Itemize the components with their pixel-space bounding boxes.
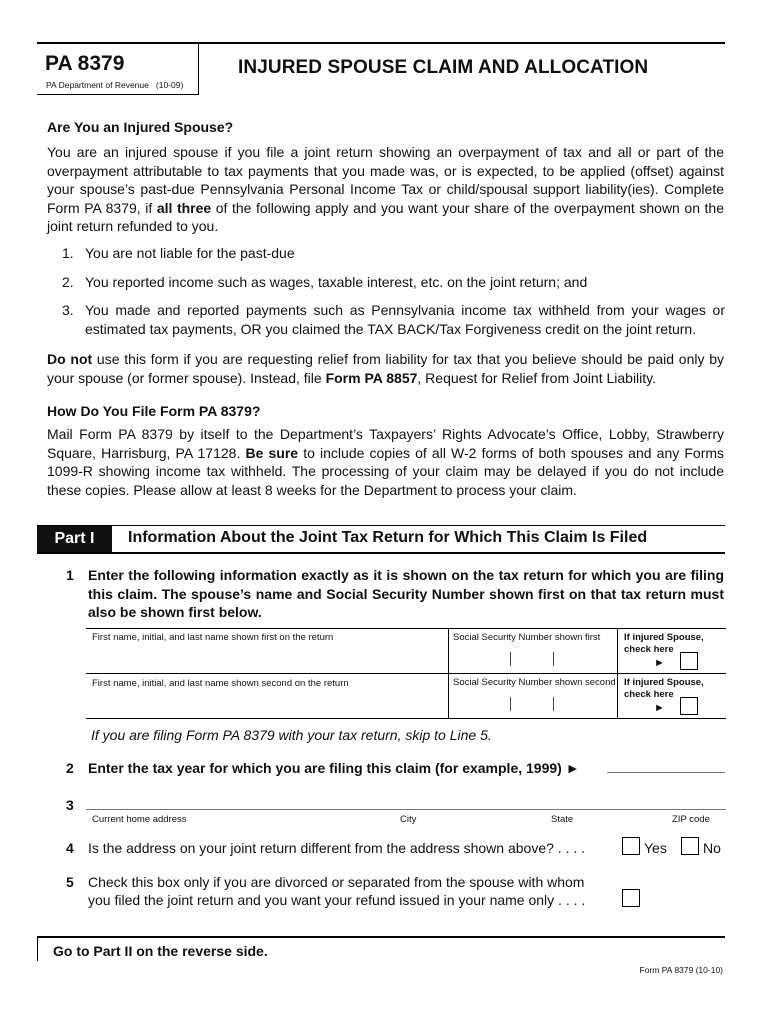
line3-number: 3 [66,797,74,813]
howto-paragraph [47,425,724,499]
yes-label: Yes [644,840,667,856]
line4-question: Is the address on your joint return different from the address shown above? . . . . [88,840,586,856]
ssn-second-sep-2 [553,697,554,711]
address-different-yes-checkbox[interactable] [622,837,640,855]
part1-label: Part I [37,526,112,552]
form-id-footer: Form PA 8379 (10-10) [639,965,723,975]
header-top-rule [37,42,725,44]
do-not-text-b: , Request for Relief from Joint Liability. [417,369,657,386]
form-number: PA 8379 [45,52,125,75]
divorced-separated-checkbox[interactable] [622,889,640,907]
howto-heading: How Do You File Form PA 8379? [47,403,261,419]
injured-first-label-1: If injured Spouse, [624,632,704,643]
line4-number: 4 [66,840,74,856]
injured-second-label-1: If injured Spouse, [624,677,704,688]
tax-year-field[interactable] [607,754,725,772]
criteria-num-2: 2. [62,274,74,290]
line5-number: 5 [66,874,74,890]
part1-title: Information About the Joint Tax Return for Which This Claim Is Filed [128,529,648,546]
intro-text-a: You are an injured spouse if you file a joint return showing an overpayment of tax and all or part of the overpayment attributable to tax payments that you made was, or is expected, to be applied (offset) against your spouse’s past-due Pennsylvania Personal Income Tax or child/spousal support liability(ies). Complete Form PA 8379, if [47,144,724,216]
criteria-text-2: You reported income such as wages, taxable interest, etc. on the joint return; and [85,274,588,290]
ssn-second-sep-1 [510,697,511,711]
address-label: Current home address [92,814,187,825]
footer-rule [37,936,725,938]
line1-col-divider-2 [617,628,618,718]
injured-second-arrow-icon: ► [654,702,665,714]
criteria-text-1: You are not liable for the past-due [85,245,295,261]
part1-bottom-rule [37,552,725,554]
criteria-text-3: You made and reported payments such as Pennsylvania income tax withheld from your wages or estimated tax payments, OR you claimed the TAX BACK/Tax Forgiveness credit on the joint return. [85,302,725,337]
ssn-first-sep-2 [553,652,554,666]
zip-label: ZIP code [672,814,710,825]
ssn-second-field[interactable] [452,692,614,716]
howto-text-b: to include copies of all W-2 forms of both spouses and any Forms 1099-R showing income tax withheld. The processing of your claim may be delayed if you do not include these copies. Please allow at least 8 weeks for the Department to process your claim. [47,444,725,498]
line1-instruction: Enter the following information exactly as it is shown on the tax return for which you are filing this claim. The spouse’s name and Social Security Number shown first on that tax return must also be shown first below. [88,567,724,620]
header-left-bottom-rule [37,94,199,95]
intro-text-bold: all three [156,199,212,216]
injured-second-label-2: check here [624,689,674,700]
ssn-first-field[interactable] [452,646,614,670]
line2-number: 2 [66,760,74,776]
name-first-label: First name, initial, and last name shown first on the return [92,632,334,643]
injured-spouse-second-checkbox[interactable] [680,697,698,715]
criteria-num-1: 1. [62,245,74,261]
howto-text-a: Mail Form PA 8379 by itself to the Department’s Taxpayers’ Rights Advocate’s Office, Lobby, Strawberry Square, Harrisburg, PA 17128. [47,426,724,461]
line5-text-1: Check this box only if you are divorced or separated from the spouse with whom [88,874,585,890]
skip-note: If you are filing Form PA 8379 with your tax return, skip to Line 5. [91,727,492,743]
address-underline [86,809,726,810]
no-label: No [703,840,721,856]
intro-paragraph [47,143,724,236]
line5-text-2: you filed the joint return and you want your refund issued in your name only . . . . [88,892,586,908]
criteria-num-3: 3. [62,302,74,318]
header-divider [198,42,199,94]
injured-spouse-first-checkbox[interactable] [680,652,698,670]
name-first-field[interactable] [90,646,444,670]
intro-heading: Are You an Injured Spouse? [47,119,234,135]
form-title: INJURED SPOUSE CLAIM AND ALLOCATION [238,57,649,78]
part1-top-rule [37,525,725,526]
line1-table-top [86,628,726,629]
city-label: City [400,814,417,825]
footer-left-edge [37,936,38,961]
ssn-first-label: Social Security Number shown first [453,632,601,643]
injured-first-arrow-icon: ► [654,657,665,669]
department-label: PA Department of Revenue (10-09) [46,80,184,90]
line1-col-divider-1 [448,628,449,718]
injured-first-label-2: check here [624,644,674,655]
address-different-no-checkbox[interactable] [681,837,699,855]
do-not-paragraph [47,350,724,387]
do-not-bold: Do not [47,351,93,367]
line2-instruction: Enter the tax year for which you are filing this claim (for example, 1999) ► [88,760,580,776]
line1-number: 1 [66,567,74,583]
do-not-text-a: use this form if you are requesting relief from liability for tax that you believe should be paid only by your spouse (or former spouse). Instead, file [47,351,724,386]
name-second-label: First name, initial, and last name shown second on the return [92,678,349,689]
ssn-second-label: Social Security Number shown second [453,677,616,688]
do-not-form-ref: Form PA 8857 [325,369,418,386]
ssn-first-sep-1 [510,652,511,666]
intro-text-b: of the following apply and you want your share of the overpayment shown on the joint return refunded to you. [47,199,724,234]
home-address-field[interactable] [88,788,725,808]
howto-be-sure: Be sure [245,444,299,461]
tax-year-underline [607,772,725,773]
state-label: State [551,814,574,825]
line1-table-bottom [86,718,726,719]
line1-table-mid [86,673,726,674]
name-second-field[interactable] [90,692,444,716]
goto-part2-note: Go to Part II on the reverse side. [53,943,268,959]
